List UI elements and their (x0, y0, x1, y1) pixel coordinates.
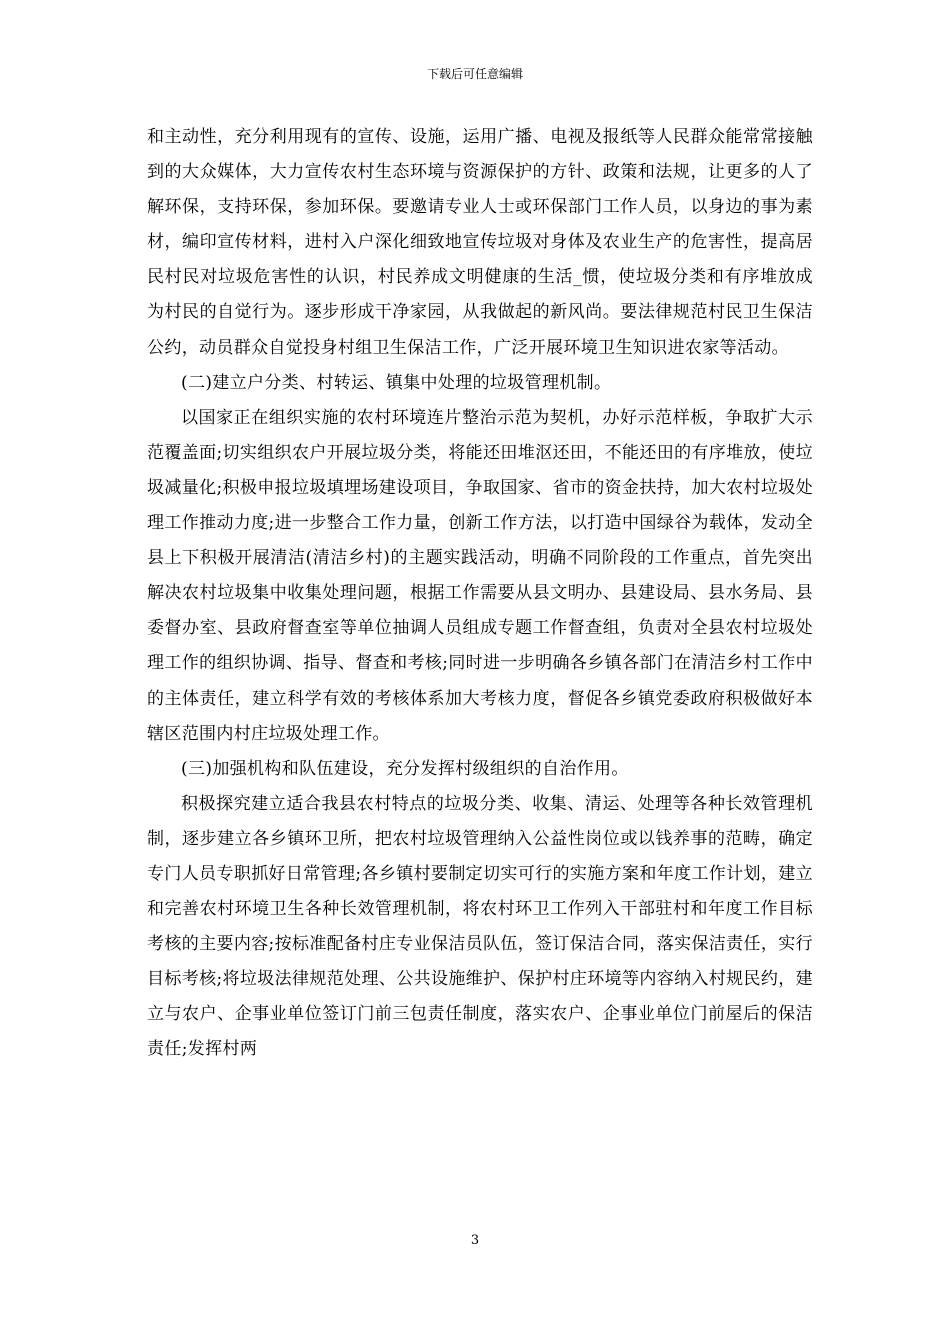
header-note: 下载后可任意编辑 (426, 67, 523, 81)
paragraph-continuation: 和主动性，充分利用现有的宣传、设施，运用广播、电视及报纸等人民群众能常常接触到的大众媒体，大力宣传农村生态环境与资源保护的方针、政策和法规，让更多的人了解环保，支持环保，参加环保。要邀请专业人士或环保部门工作人员，以身边的事为素材，编印宣传材料，进村入户深化细致地宣传垃圾对身体及农业生产的危害性，提高居民村民对垃圾危害性的认识，村民养成文明健康的生活_惯，使垃圾分类和有序堆放成为村民的自觉行为。逐步形成干净家园，从我做起的新风尚。要法律规范村民卫生保洁公约，动员群众自觉投身村组卫生保洁工作，广泛开展环境卫生知识进农家等活动。 (147, 127, 813, 358)
section-heading-3: (三)加强机构和队伍建设，充分发挥村级组织的自治作用。 (181, 758, 629, 779)
body-text (147, 120, 813, 1068)
paragraph-section-3: 积极探究建立适合我县农村特点的垃圾分类、收集、清运、处理等各种长效管理机制，逐步建立各乡镇环卫所，把农村垃圾管理纳入公益性岗位或以钱养事的范畴，确定专门人员专职抓好日常管理;各乡镇村要制定切实可行的实施方案和年度工作计划，建立和完善农村环境卫生各种长效管理机制，将农村环卫工作列入干部驻村和年度工作目标考核的主要内容;按标准配备村庄专业保洁员队伍，签订保洁合同，落实保洁责任，实行目标考核;将垃圾法律规范处理、公共设施维护、保护村庄环境等内容纳入村规民约，建立与农户、企事业单位签订门前三包责任制度，落实农户、企事业单位门前屋后的保洁责任;发挥村两 (147, 793, 813, 1060)
page-number: 3 (470, 1233, 480, 1248)
paragraph-section-2: 以国家正在组织实施的农村环境连片整治示范为契机，办好示范样板，争取扩大示范覆盖面;切实组织农户开展垃圾分类，将能还田堆沤还田，不能还田的有序堆放，使垃圾减量化;积极申报垃圾填埋场建设项目，争取国家、省市的资金扶持，加大农村垃圾处理工作推动力度;进一步整合工作力量，创新工作方法，以打造中国绿谷为载体，发动全县上下积极开展清洁(清洁乡村)的主题实践活动，明确不同阶段的工作重点，首先突出解决农村垃圾集中收集处理问题，根据工作需要从县文明办、县建设局、县水务局、县委督办室、县政府督查室等单位抽调人员组成专题工作督查组，负责对全县农村垃圾处理工作的组织协调、指导、督查和考核;同时进一步明确各乡镇各部门在清洁乡村工作中的主体责任，建立科学有效的考核体系加大考核力度，督促各乡镇党委政府积极做好本辖区范围内村庄垃圾处理工作。 (147, 407, 813, 744)
section-heading-2: (二)建立户分类、村转运、镇集中处理的垃圾管理机制。 (181, 372, 612, 393)
